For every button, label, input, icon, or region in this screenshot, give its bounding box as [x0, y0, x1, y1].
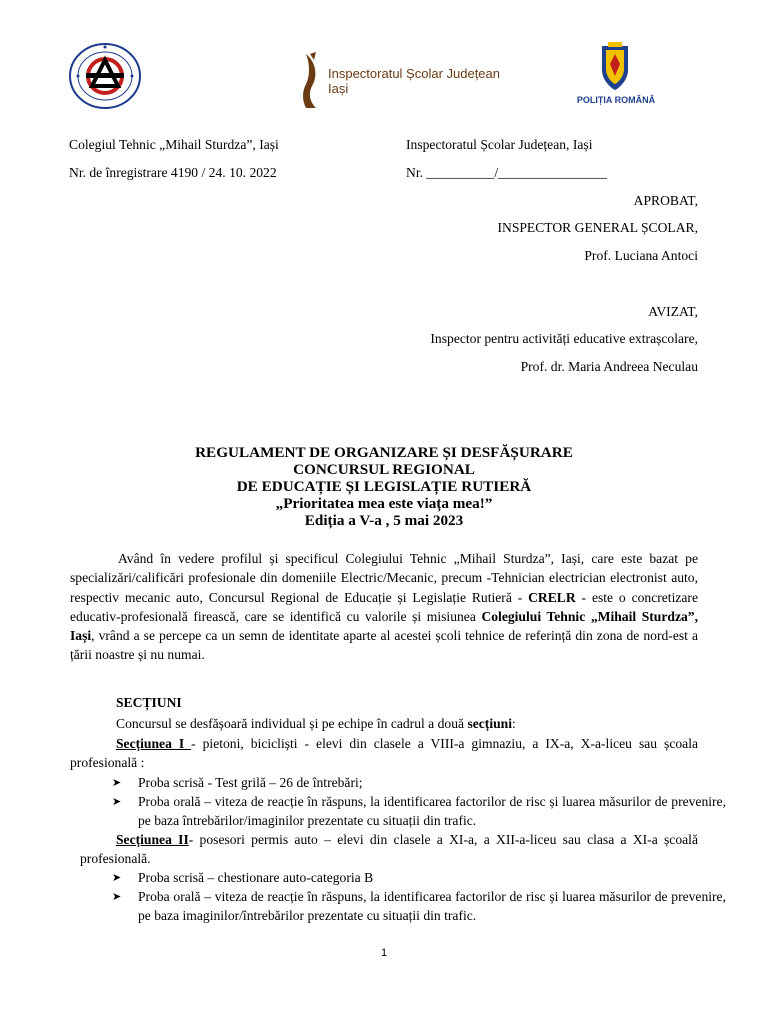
isj-logo [300, 50, 500, 110]
endorsed-label: AVIZAT, [648, 304, 698, 319]
isj-logo-line1: Inspectoratul Școlar Județean [328, 66, 500, 81]
sections-intro-end: : [512, 716, 516, 731]
section1-item2: Proba orală – viteza de reacție în răspuns, la identificarea factorilor de risc și luarea măsurilor de prevenire, pe baza întrebărilor/imaginilor prezentate cu situații din trafic. [138, 794, 726, 829]
arrowhead-bullet-icon: ➤ [112, 890, 122, 903]
left-registration-number: Nr. de înregistrare 4190 / 24. 10. 2022 [69, 165, 277, 180]
page-number: 1 [380, 947, 388, 959]
right-registration-number: Nr. __________/________________ [406, 165, 607, 180]
left-institution: Colegiul Tehnic „Mihail Sturdza”, Iași [69, 137, 279, 152]
police-logo [570, 42, 662, 112]
police-logo-text: POLIȚIA ROMÂNĂ [576, 95, 656, 105]
intro-acronym: CRELR [528, 589, 576, 605]
sections-intro [116, 715, 516, 733]
approved-label: APROBAT, [633, 193, 698, 208]
document-title-line4: „Prioritatea mea este viața mea!” [275, 495, 493, 512]
isj-logo-line2: Iași [328, 81, 349, 96]
intro-part3: , vrând a se percepe ca un semn de identitate aparte al acestei școli tehnice de referință din zona de nord-est a țării noastre și nu numai. [70, 628, 698, 663]
section1-text: - pietoni, bicicliști - elevi din clasele a VIII-a gimnaziu, a IX-a, X-a-liceu sau școala profesională : [70, 736, 699, 771]
section1-item1: Proba scrisă - Test grilă – 26 de întrebări; [138, 775, 363, 790]
section1-description [70, 734, 698, 773]
right-institution: Inspectoratul Școlar Județean, Iași [406, 137, 593, 152]
intro-college-name: Colegiului Tehnic „Mihail Sturdza”, Iași [70, 608, 698, 644]
sections-intro-bold: secțiuni [467, 716, 513, 731]
section2-text: - posesori permis auto – elevi din clasele a XI-a, a XII-a-liceu sau clasa a XI-a școală profesională. [80, 832, 698, 867]
document-title-line5: Ediția a V-a , 5 mai 2023 [304, 512, 464, 529]
section2-item2: Proba orală – viteza de reacție în răspuns, la identificarea factorilor de risc și luarea măsurilor de prevenire, pe baza imaginilor/întrebărilor prezentate cu situații din trafic. [138, 889, 726, 924]
approver-role: INSPECTOR GENERAL ȘCOLAR, [497, 220, 698, 235]
endorser-role: Inspector pentru activități educative extrașcolare, [430, 331, 698, 346]
sections-heading: SECȚIUNI [116, 695, 182, 710]
arrowhead-bullet-icon: ➤ [112, 776, 122, 789]
section2-label: Secțiunea II [116, 832, 189, 847]
intro-paragraph [70, 549, 698, 665]
arrowhead-bullet-icon: ➤ [112, 871, 122, 884]
endorser-name: Prof. dr. Maria Andreea Neculau [520, 359, 698, 374]
section2-item1: Proba scrisă – chestionare auto-categoria B [138, 870, 374, 885]
arrowhead-bullet-icon: ➤ [112, 795, 122, 808]
intro-part1: Având în vedere profilul și specificul Colegiului Tehnic „Mihail Sturdza”, Iași, care este bazat pe specializări/calificări profesionale din domeniile Electric/Mecanic, precum -Tehnician electrician electronist auto, respectiv mecanic auto, Concursul Regional de Educație și Legislație Rutieră - [70, 551, 698, 605]
intro-part2: - este o concretizare educativ-profesională firească, care se identifică cu valorile și misiunea [70, 589, 698, 624]
sections-intro-text: Concursul se desfășoară individual și pe echipe în cadrul a două [116, 716, 468, 731]
section1-label: Secțiunea I [116, 736, 192, 751]
approver-name: Prof. Luciana Antoci [584, 248, 698, 263]
section2-description [80, 830, 698, 869]
document-title-line1: REGULAMENT DE ORGANIZARE ȘI DESFĂȘURARE [195, 444, 573, 461]
document-title-line2: CONCURSUL REGIONAL [293, 461, 475, 478]
document-title-line3: DE EDUCAȚIE ȘI LEGISLAȚIE RUTIERĂ [236, 478, 532, 495]
school-seal-logo [68, 42, 143, 110]
